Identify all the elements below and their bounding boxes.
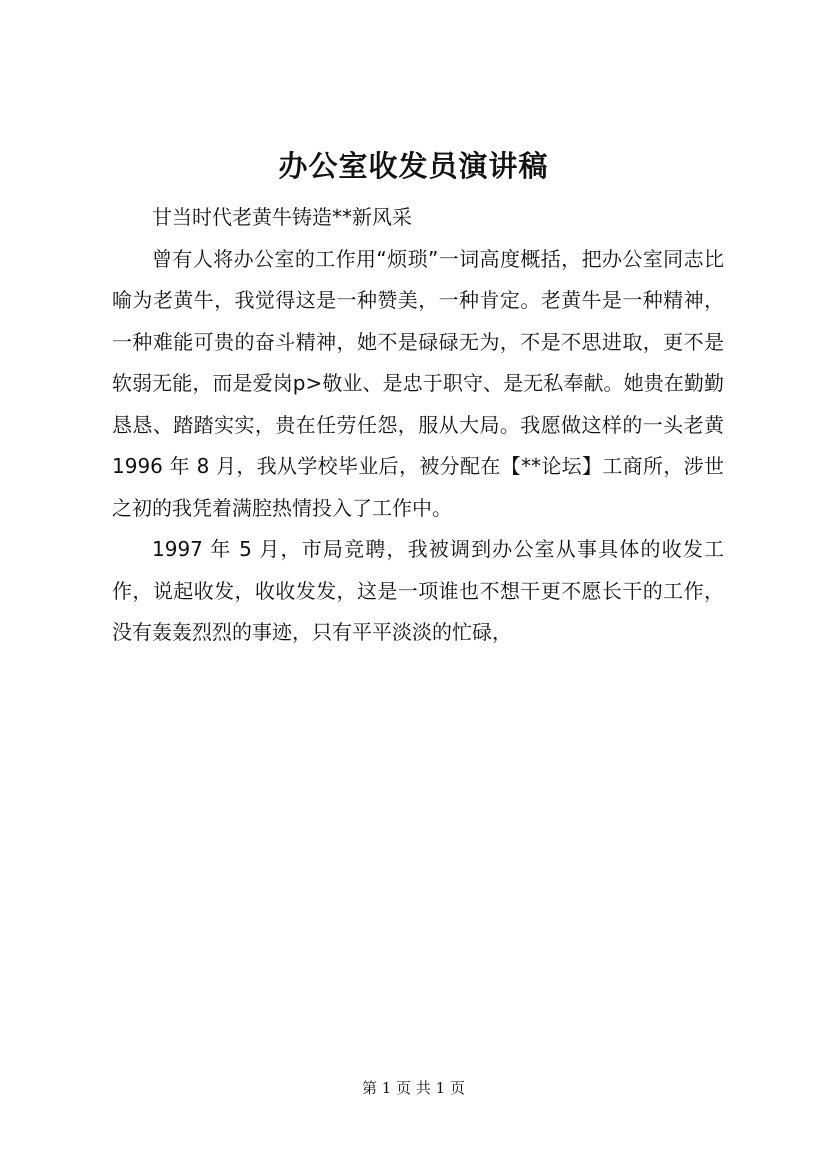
paragraph-subtitle: 甘当时代老黄牛铸造**新风采 [152,205,412,229]
document-title: 办公室收发员演讲稿 [278,149,549,183]
paragraph-2: 1997 年 5 月，市局竞聘，我被调到办公室从事具体的收发工作，说起收发，收收发发，这是一项谁也不想干更不愿长干的工作，没有轰轰烈烈的事迹，只有平平淡淡的忙碌， [112,537,724,644]
paragraph-1: 曾有人将办公室的工作用“烦琐”一词高度概括，把办公室同志比喻为老黄牛，我觉得这是一种赞美，一种肯定。老黄牛是一种精神，一种难能可贵的奋斗精神，她不是碌碌无为，不是不思进取，更不是软弱无能，而是爱岗p>敬业、是忠于职守、是无私奉献。她贵在勤勤恳恳、踏踏实实，贵在任劳任怨，服从大局。我愿做这样的一头老黄 1996 年 8 月，我从学校毕业后，被分配在【**论坛】工商所，涉世之初的我凭着满腔热情投入了工作中。 [112,246,724,520]
document-body [112,197,724,654]
page-footer: 第 1 页 共 1 页 [362,1079,465,1097]
